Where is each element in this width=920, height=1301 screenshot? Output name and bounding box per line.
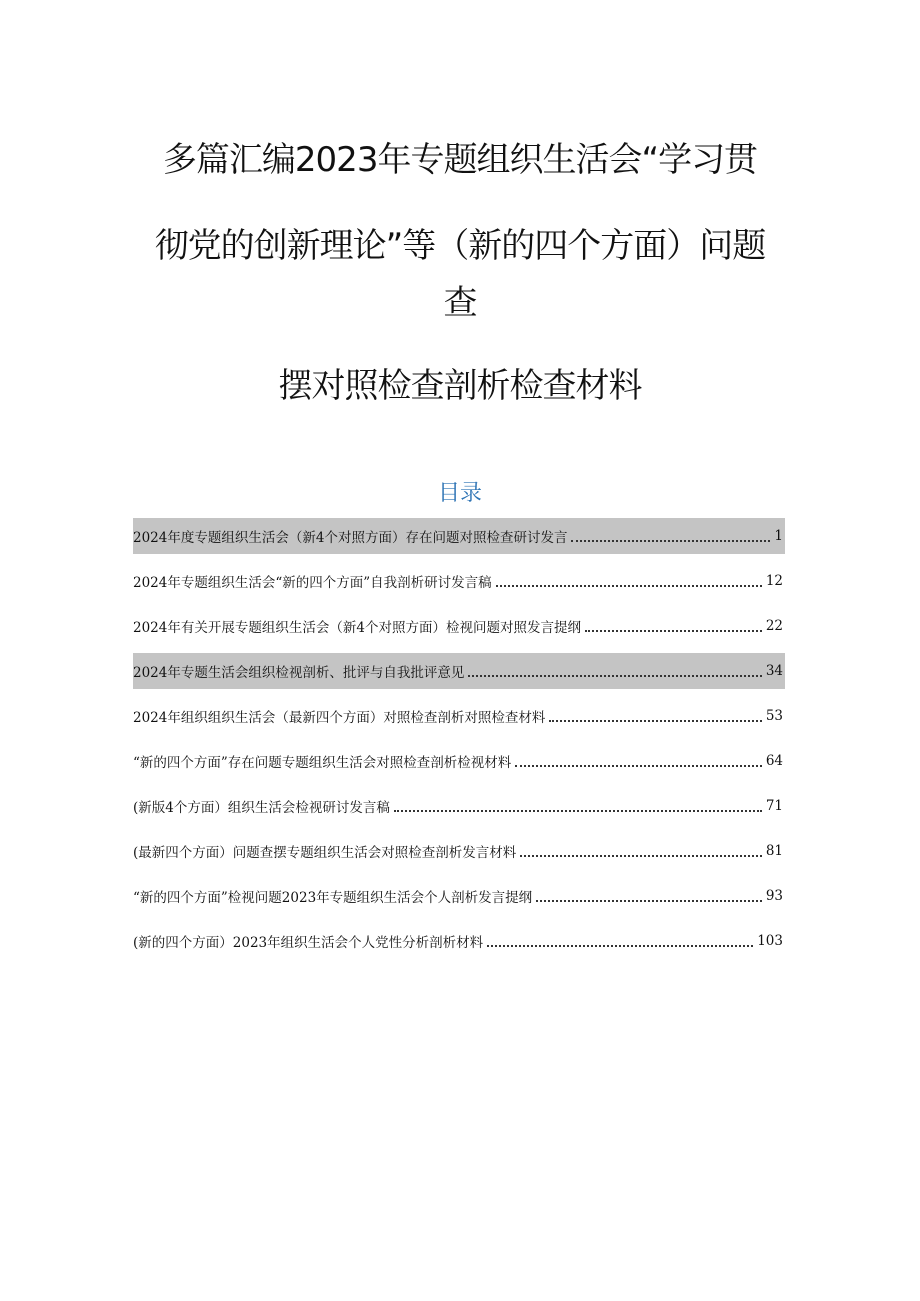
toc-dot-leader: [496, 585, 762, 587]
toc-entry[interactable]: [133, 608, 785, 644]
document-title-line-1: 多篇汇编2023年专题组织生活会“学习贯: [162, 140, 758, 180]
toc-dot-leader: [394, 810, 762, 812]
toc-dot-leader: [536, 900, 762, 902]
toc-entry-label: 2024年度专题组织生活会（新4个对照方面）存在问题对照检查研讨发言: [133, 530, 568, 546]
toc-entry-page: 71: [765, 798, 783, 814]
toc-entry-page: 34: [765, 663, 783, 679]
toc-dot-leader: [585, 630, 762, 632]
toc-entry-page: 22: [765, 618, 783, 634]
toc-entry[interactable]: [133, 563, 785, 599]
toc-dot-leader: [468, 675, 761, 677]
toc-dot-leader: [487, 945, 753, 947]
toc-entry-page: 64: [765, 753, 783, 769]
toc-dot-leader: [515, 765, 762, 767]
toc-entry-label: (新的四个方面）2023年组织生活会个人党性分析剖析材料: [133, 935, 484, 951]
toc-entry-page: 81: [765, 843, 783, 859]
toc-entry-page: 93: [765, 888, 783, 904]
toc-entry[interactable]: [133, 653, 785, 689]
toc-entry-label: (最新四个方面）问题查摆专题组织生活会对照检查剖析发言材料: [133, 845, 517, 861]
toc-entry-label: “新的四个方面”检视问题2023年专题组织生活会个人剖析发言提纲: [133, 890, 533, 906]
document-title-line-3: 查: [443, 283, 477, 323]
toc-entry[interactable]: [133, 788, 785, 824]
toc-dot-leader: [549, 720, 761, 722]
toc-entry-page: 12: [765, 573, 783, 589]
toc-entry[interactable]: [133, 878, 785, 914]
toc-heading: 目录: [437, 481, 482, 506]
toc-entry-label: 2024年专题生活会组织检视剖析、批评与自我批评意见: [133, 665, 465, 681]
toc-entry-label: 2024年专题组织生活会“新的四个方面”自我剖析研讨发言稿: [133, 575, 492, 591]
toc-dot-leader: [520, 855, 762, 857]
toc-entry[interactable]: [133, 923, 785, 959]
toc-entry-label: 2024年有关开展专题组织生活会（新4个对照方面）检视问题对照发言提纲: [133, 620, 581, 636]
toc-entry[interactable]: [133, 698, 785, 734]
toc-entry[interactable]: [133, 743, 785, 779]
toc-entry-label: 2024年组织组织生活会（最新四个方面）对照检查剖析对照检查材料: [133, 710, 546, 726]
toc-entry-page: 1: [774, 528, 783, 544]
toc-entry[interactable]: [133, 518, 785, 554]
document-title-line-4: 摆对照检查剖析检查材料: [278, 366, 642, 406]
toc-entry[interactable]: [133, 833, 785, 869]
toc-dot-leader: [571, 540, 770, 542]
document-title-line-2: 彻党的创新理论”等（新的四个方面）问题: [154, 226, 766, 266]
toc-entry-page: 53: [765, 708, 783, 724]
toc-entry-label: (新版4个方面）组织生活会检视研讨发言稿: [133, 800, 390, 816]
toc-entry-label: “新的四个方面”存在问题专题组织生活会对照检查剖析检视材料: [133, 755, 512, 771]
toc-entry-page: 103: [757, 933, 783, 949]
